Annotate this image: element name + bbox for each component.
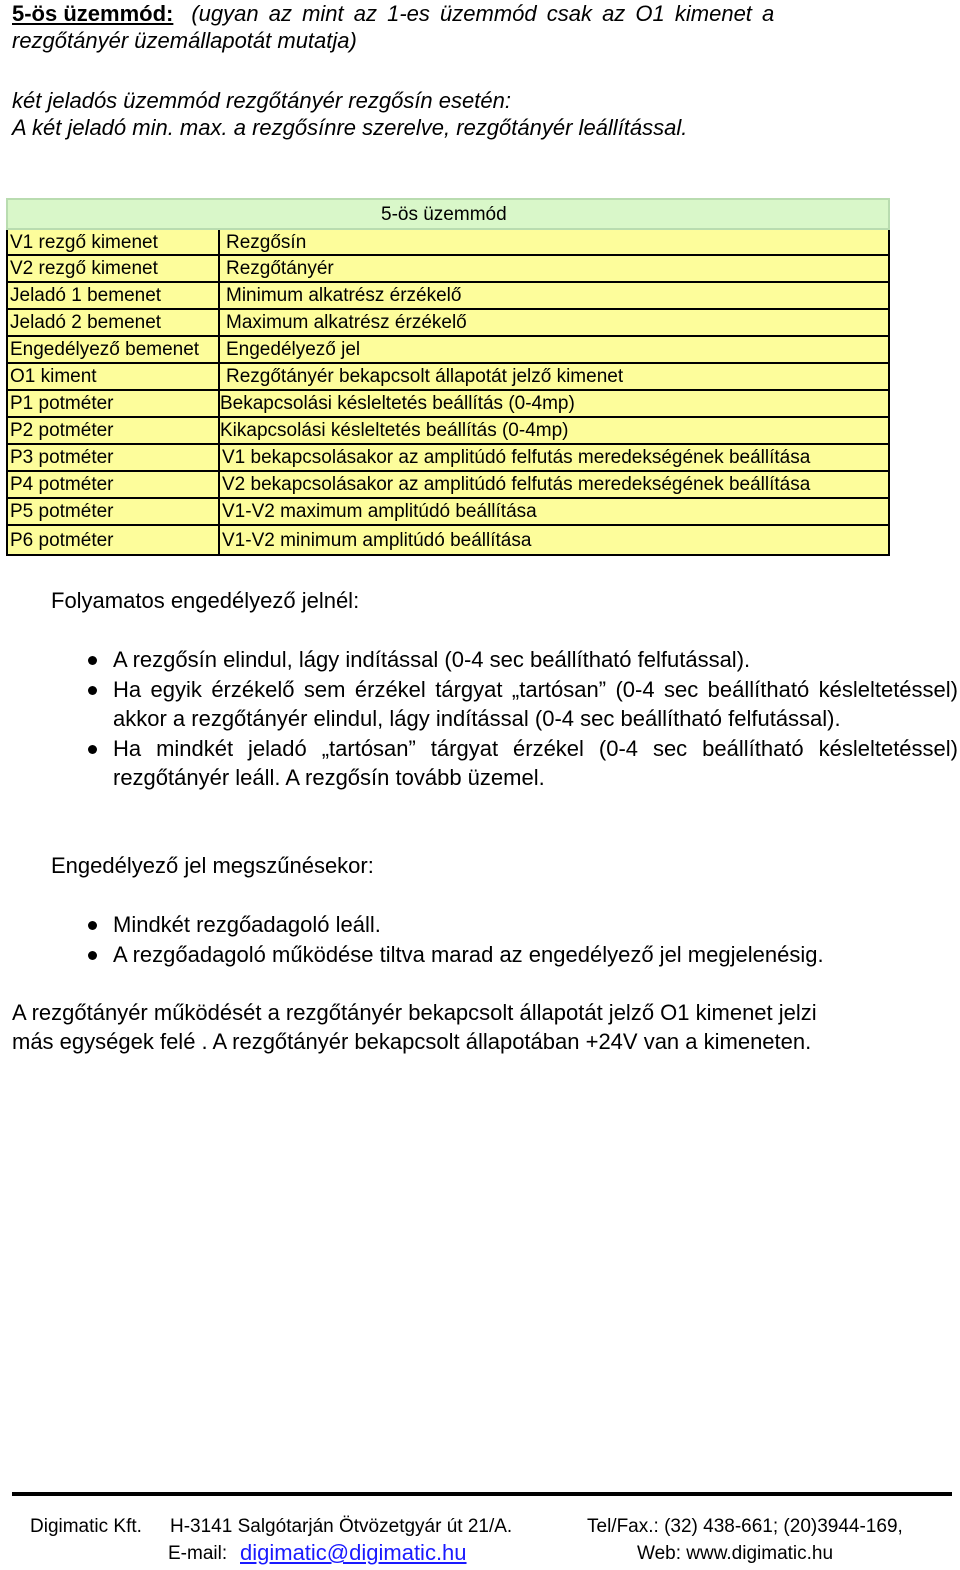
table-row bbox=[6, 256, 890, 283]
table-row bbox=[6, 445, 890, 472]
footer-phone: Tel/Fax.: (32) 438-661; (20)3944-169, bbox=[587, 1516, 903, 1537]
row-label: P4 potméter bbox=[10, 474, 114, 495]
row-value: Kikapcsolási késleltetés beállítás (0-4mp) bbox=[220, 420, 569, 441]
list-item: A rezgősín elindul, lágy indítással (0-4 sec beállítható felfutással). bbox=[0, 645, 958, 675]
list-item: A rezgőadagoló működése tiltva marad az engedélyező jel megjelenésig. bbox=[0, 940, 958, 970]
table-row bbox=[6, 283, 890, 310]
bullet-icon bbox=[88, 921, 97, 930]
table-row bbox=[6, 418, 890, 445]
row-label: Jeladó 1 bemenet bbox=[10, 285, 162, 306]
section1-bullets bbox=[0, 645, 958, 793]
footer-email-label: E-mail: bbox=[168, 1543, 228, 1564]
row-label: P2 potméter bbox=[10, 420, 114, 441]
bullet-icon bbox=[88, 951, 97, 960]
table-header-label: 5-ös üzemmód bbox=[381, 204, 507, 225]
closing-line2: más egységek felé . A rezgőtányér bekapcsolt állapotában +24V van a kimeneten. bbox=[12, 1029, 812, 1054]
section2-bullets bbox=[0, 910, 958, 969]
list-item: Ha egyik érzékelő sem érzékel tárgyat „tartósan” (0-4 sec beállítható késleltetéssel) akkor a rezgőtányér elindul, lágy indítással (0-4 sec beállítható felfutással). bbox=[0, 675, 958, 734]
row-value: Rezgőtányér bbox=[226, 258, 334, 279]
table-row bbox=[6, 310, 890, 337]
footer-address: H-3141 Salgótarján Ötvözetgyár út 21/A. bbox=[170, 1516, 513, 1537]
row-value: V1-V2 maximum amplitúdó beállítása bbox=[222, 501, 537, 522]
footer-company: Digimatic Kft. bbox=[30, 1516, 142, 1537]
row-label: V2 rezgő kimenet bbox=[10, 258, 158, 279]
row-value: Engedélyező jel bbox=[226, 339, 361, 360]
section2-title: Engedélyező jel megszűnésekor: bbox=[51, 853, 374, 878]
page-heading bbox=[12, 0, 774, 27]
row-label: Jeladó 2 bemenet bbox=[10, 312, 162, 333]
footer-web: Web: www.digimatic.hu bbox=[637, 1543, 834, 1564]
table-row bbox=[6, 526, 890, 556]
table-row bbox=[6, 391, 890, 418]
footer-divider bbox=[12, 1492, 952, 1496]
row-value: Minimum alkatrész érzékelő bbox=[226, 285, 462, 306]
row-value: Rezgőtányér bekapcsolt állapotát jelző kimenet bbox=[226, 366, 624, 387]
bullet-icon bbox=[88, 656, 97, 665]
row-value: Maximum alkatrész érzékelő bbox=[226, 312, 467, 333]
table-row bbox=[6, 472, 890, 499]
table-header bbox=[6, 198, 890, 230]
table-row bbox=[6, 499, 890, 526]
row-value: Rezgősín bbox=[226, 232, 307, 253]
row-label: P1 potméter bbox=[10, 393, 114, 414]
bullet-icon bbox=[88, 745, 97, 754]
closing-line1: A rezgőtányér működését a rezgőtányér bekapcsolt állapotát jelző O1 kimenet jelzi bbox=[12, 1000, 817, 1025]
table-row bbox=[6, 364, 890, 391]
row-value: Bekapcsolási késleltetés beállítás (0-4mp) bbox=[220, 393, 575, 414]
mode-note-line2: rezgőtányér üzemállapotát mutatja) bbox=[12, 28, 357, 53]
table-row bbox=[6, 230, 890, 256]
row-label: O1 kiment bbox=[10, 366, 97, 387]
row-label: Engedélyező bemenet bbox=[10, 339, 200, 360]
row-value: V1 bekapcsolásakor az amplitúdó felfutás meredekségének beállítása bbox=[222, 447, 811, 468]
row-value: V2 bekapcsolásakor az amplitúdó felfutás meredekségének beállítása bbox=[222, 474, 811, 495]
list-item: Ha mindkét jeladó „tartósan” tárgyat érzékel (0-4 sec beállítható késleltetéssel) rezgőtányér leáll. A rezgősín tovább üzemel. bbox=[0, 734, 958, 793]
intro-line1: két jeladós üzemmód rezgőtányér rezgősín esetén: bbox=[12, 88, 511, 113]
row-label: P6 potméter bbox=[10, 530, 114, 551]
table-row bbox=[6, 337, 890, 364]
row-label: P5 potméter bbox=[10, 501, 114, 522]
row-value: V1-V2 minimum amplitúdó beállítása bbox=[222, 530, 532, 551]
row-label: P3 potméter bbox=[10, 447, 114, 468]
section1-title: Folyamatos engedélyező jelnél: bbox=[51, 588, 360, 613]
footer-email-link[interactable]: digimatic@digimatic.hu bbox=[240, 1540, 467, 1565]
row-label: V1 rezgő kimenet bbox=[10, 232, 158, 253]
list-item: Mindkét rezgőadagoló leáll. bbox=[0, 910, 958, 940]
mode-note-line1: (ugyan az mint az 1-es üzemmód csak az O1 kimenet a bbox=[191, 1, 775, 26]
bullet-icon bbox=[88, 686, 97, 695]
intro-line2: A két jeladó min. max. a rezgősínre szerelve, rezgőtányér leállítással. bbox=[12, 115, 688, 140]
mode-title: 5-ös üzemmód: bbox=[12, 1, 174, 26]
